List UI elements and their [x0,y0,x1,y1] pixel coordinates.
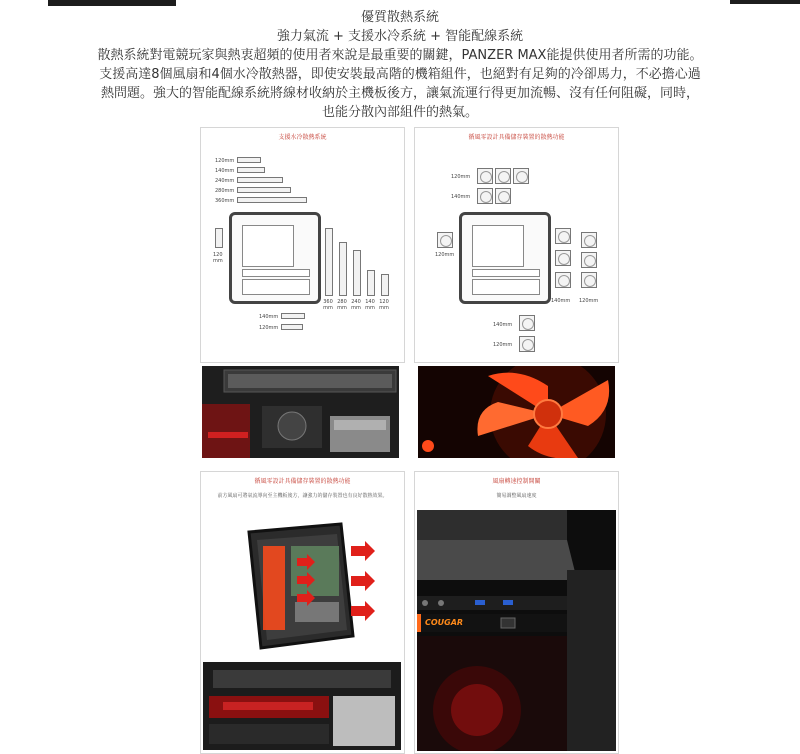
fan-speed-title: 風扇轉速控制開關 [492,478,541,485]
vertical-radiator-280 [339,242,347,296]
orange-fan-photo [418,366,615,458]
radiator-240-shape [237,177,283,183]
water-cooling-panel [200,127,405,363]
bottom-radiator-label: 140mm [259,314,279,320]
intro-text-block [0,8,800,122]
top-fan-icon [513,168,529,184]
vertical-radiator-120 [381,274,389,296]
motherboard-tray [472,225,524,267]
case-outline [459,212,551,304]
front-fan-icon [581,232,597,248]
intro-paragraph-line-3: 熱問題。強大的智能配線系統將線材收納於主機板後方，讓氣流運行得更加流暢、沒有任何阻礙，同時， [100,86,699,101]
bottom-fan-label: 120mm [493,342,513,348]
top-fan-icon [495,168,511,184]
front-fan-label: 120mm [579,298,599,304]
front-panel-illustration [417,510,616,751]
front-panel-photo [417,510,616,751]
fan-speed-panel [414,471,619,754]
section-title: 優質散熱系統 [360,10,439,25]
side-radiator-label: 120 mm [213,252,223,264]
vertical-radiator-label: 140 mm [365,299,375,311]
orange-fan-illustration [418,366,615,458]
vertical-radiator-240 [353,250,361,296]
top-fan-icon [477,168,493,184]
airflow-panel [200,471,405,754]
top-fan-label: 140mm [451,194,471,200]
radiator-size-label: 140mm [215,168,235,174]
vertical-radiator-label: 240 mm [351,299,361,311]
fan-support-title: 循風零設計具備儲存裝置的散熱功能 [468,134,565,141]
psu-bay [242,279,310,295]
top-fan-icon [477,188,493,204]
bottom-fan-icon [519,336,535,352]
front-fan-icon [555,250,571,266]
gpu-slot [242,269,310,277]
vertical-radiator-label: 280 mm [337,299,347,311]
bottom-fan-icon [519,315,535,331]
vertical-radiator-360 [325,228,333,296]
front-fan-label: 140mm [551,298,571,304]
top-decoration-bar [48,0,176,6]
airflow-description: 前方風扇可將氣流導向至主機板後方，讓強力的儲存裝置也有良好散熱效果。 [217,493,388,499]
radiator-140-shape [237,167,265,173]
airflow-title: 循風零設計具備儲存裝置的散熱功能 [254,478,351,485]
water-cooling-title: 支援水冷散熱系統 [278,134,327,141]
radiator-size-label: 120mm [215,158,235,164]
cable-management-illustration [203,662,401,750]
front-fan-icon [555,228,571,244]
intro-paragraph-line-4: 也能分散內部組件的熱氣。 [321,105,478,120]
radiator-360-shape [237,197,307,203]
radiator-280-shape [237,187,291,193]
bottom-radiator-140 [281,313,305,319]
bottom-radiator-label: 120mm [259,325,279,331]
case-outline [229,212,321,304]
fan-support-panel [414,127,619,363]
side-fan-icon [437,232,453,248]
vertical-radiator-label: 120 mm [379,299,389,311]
radiator-120-shape [237,157,261,163]
vertical-radiator-label: 360 mm [323,299,333,311]
bottom-radiator-120 [281,324,303,330]
radiator-size-label: 280mm [215,188,235,194]
fan-speed-description: 簡易調整風扇速度 [496,493,537,499]
radiator-install-photo [202,366,399,458]
top-fan-label: 120mm [451,174,471,180]
section-subtitle: 強力氣流 + 支援水冷系統 + 智能配線系統 [276,29,524,44]
radiator-size-label: 360mm [215,198,235,204]
psu-bay [472,279,540,295]
radiator-install-illustration [202,366,399,458]
top-decoration-bar-right [730,0,800,4]
front-fan-icon [581,252,597,268]
front-fan-icon [555,272,571,288]
top-fan-icon [495,188,511,204]
cougar-brand-logo: COUGAR [425,618,464,627]
radiator-size-label: 240mm [215,178,235,184]
cable-management-photo [203,662,401,750]
intro-paragraph-line-1: 散熱系統對電競玩家與熱衷超頻的使用者來說是最重要的關鍵，PANZER MAX能提供使用者所需的功能。 [97,48,703,63]
intro-paragraph-line-2: 支援高達8個風扇和4個水冷散熱器，即使安裝最高階的機箱組件，也絕對有足夠的冷卻馬力，不必擔心過 [99,67,701,82]
gpu-slot [472,269,540,277]
side-fan-label: 120mm [435,252,455,258]
side-radiator-shape [215,228,223,248]
bottom-fan-label: 140mm [493,322,513,328]
motherboard-tray [242,225,294,267]
airflow-case-illustration [201,516,406,656]
vertical-radiator-140 [367,270,375,296]
front-fan-icon [581,272,597,288]
